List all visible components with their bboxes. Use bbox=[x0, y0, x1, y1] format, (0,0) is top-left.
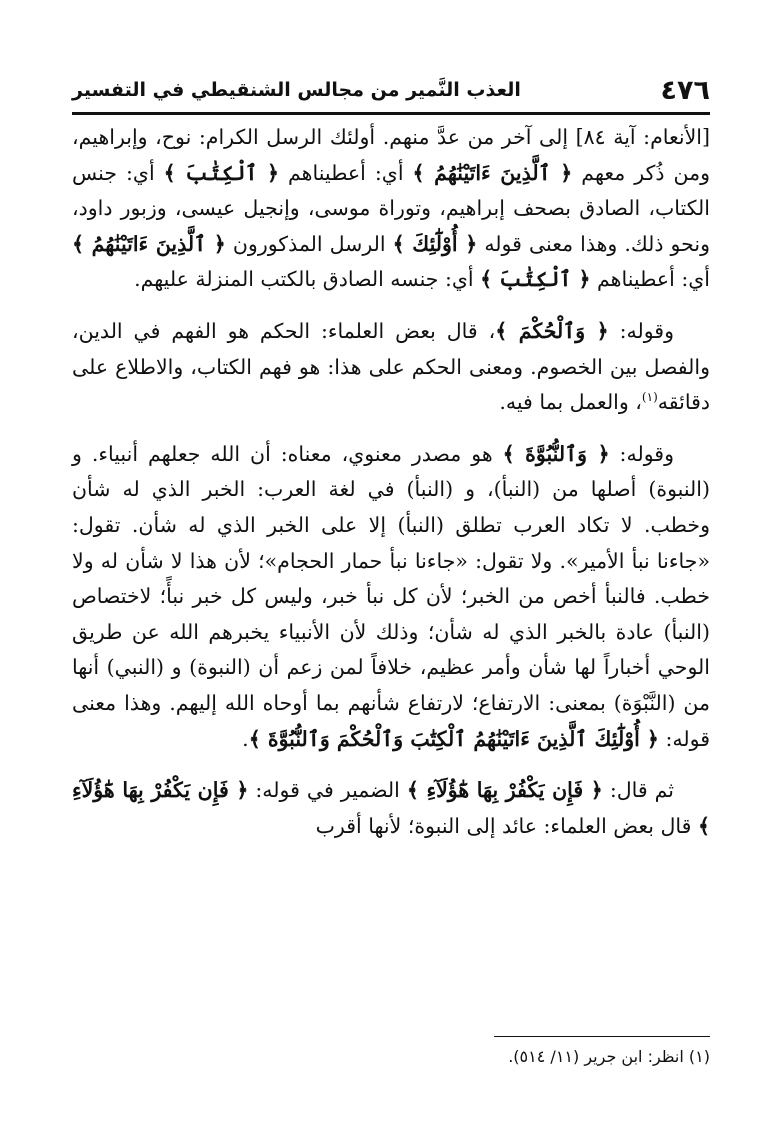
quran-verse: ﴿ ٱلَّذِينَ ءَاتَيْنَٰهُمُ ﴾ bbox=[72, 231, 226, 256]
quran-verse: ﴿ أُوْلَٰٓئِكَ ﴾ bbox=[392, 231, 478, 256]
quran-verse: ﴿ فَإِن يَكْفُرْ بِهَا هَٰٓؤُلَآءِ ﴾ bbox=[72, 778, 710, 838]
body-text bbox=[72, 120, 710, 844]
quran-verse: ﴿ أُوْلَٰٓئِكَ ٱلَّذِينَ ءَاتَيْنَٰهُمُ ٱلْكِتَٰبَ وَٱلْحُكْمَ وَٱلنُّبُوَّةَ ﴾ bbox=[248, 726, 659, 751]
running-title: العذب النَّمير من مجالس الشنقيطي في التفسير bbox=[72, 79, 521, 101]
footnote-rule bbox=[494, 1036, 710, 1037]
text-run: أي: أعطيناهم bbox=[279, 160, 413, 185]
footnote-reference[interactable]: (١) bbox=[641, 390, 658, 405]
book-page bbox=[72, 0, 710, 1131]
quran-verse: ﴿ ٱلَّذِينَ ءَاتَيْنَٰهُمُ ﴾ bbox=[412, 160, 573, 185]
quran-verse: ﴿ فَإِن يَكْفُرْ بِهَا هَٰٓؤُلَآءِ ﴾ bbox=[406, 778, 603, 803]
text-run: الرسل المذكورون bbox=[225, 231, 393, 256]
text-run: . bbox=[242, 726, 249, 751]
text-run: أي: أعطيناهم bbox=[590, 267, 710, 292]
quran-verse: ﴿ وَٱلْحُكْمَ ﴾ bbox=[495, 318, 609, 343]
page-number: ٤٧٦ bbox=[660, 74, 710, 106]
text-run: ثم قال: bbox=[602, 778, 674, 803]
text-run: هو مصدر معنوي، معناه: أن الله جعلهم أنبياء. و (النبوة) أصلها من (النبأ)، و (النبأ) في لغة العرب: الخبر الذي له شأن وخطب. لا تكاد العرب تطلق (النبأ) إلا على الخبر الذي له شأن. تقول: «جاءنا نبأ الأمير». ولا تقول: «جاءنا نبأ حمار الحجام»؛ لأن هذا لا شأن له ولا خطب. فالنبأ أخص من الخبر؛ لأن كل نبأ خبر، وليس كل خبر نبأً؛ لاختصاص (النبأ) عادة بالخبر الذي له شأن؛ وذلك لأن الأنبياء يخبرهم الله عن طريق الوحي أخباراً لها شأن وأمر عظيم، خلافاً لمن زعم أن (النبوة) و (النبي) أنها من (النَّبْوَة) بمعنى: الارتفاع؛ لارتفاع شأنهم بما أوحاه الله إليهم. وهذا معنى قوله: bbox=[72, 441, 710, 751]
text-run: الضمير في قوله: bbox=[248, 778, 407, 803]
running-header bbox=[72, 70, 710, 110]
header-rule bbox=[72, 112, 710, 115]
quran-verse: ﴿ وَٱلنُّبُوَّةَ ﴾ bbox=[502, 441, 610, 466]
text-run: قال بعض العلماء: عائد إلى النبوة؛ لأنها أقرب bbox=[315, 813, 698, 838]
text-run: أي: جنسه الصادق بالكتب المنزلة عليهم. bbox=[134, 267, 481, 292]
paragraph-2 bbox=[72, 314, 710, 421]
quran-verse: ﴿ ٱلْكِتَٰبَ ﴾ bbox=[480, 267, 591, 292]
text-run: وقوله: bbox=[608, 318, 675, 343]
text-run: وقوله: bbox=[609, 441, 674, 466]
text-run: ، قال بعض العلماء: الحكم هو الفهم في الدين، والفصل بين الخصوم. ومعنى الحكم على هذا: هو فهم الكتاب، والاطلاع على دقائقه bbox=[72, 318, 710, 415]
footnote: (١) انظر: ابن جرير (١١/ ٥١٤). bbox=[508, 1047, 710, 1066]
quran-verse: ﴿ ٱلْكِتَٰبَ ﴾ bbox=[163, 160, 280, 185]
paragraph-1 bbox=[72, 120, 710, 298]
text-run: [الأنعام: آية ٨٤] إلى آخر من عدَّ منهم. أولئك الرسل الكرام: نوح، وإبراهيم، ومن ذُكر معهم bbox=[72, 125, 710, 185]
text-run: ، والعمل بما فيه. bbox=[499, 390, 642, 415]
text-run: أي: جنس الكتاب، الصادق بصحف إبراهيم، وتوراة موسى، وإنجيل عيسى، وزبور داود، ونحو ذلك. وهذا معنى قوله bbox=[72, 160, 710, 256]
paragraph-4 bbox=[72, 773, 710, 844]
paragraph-3 bbox=[72, 437, 710, 757]
